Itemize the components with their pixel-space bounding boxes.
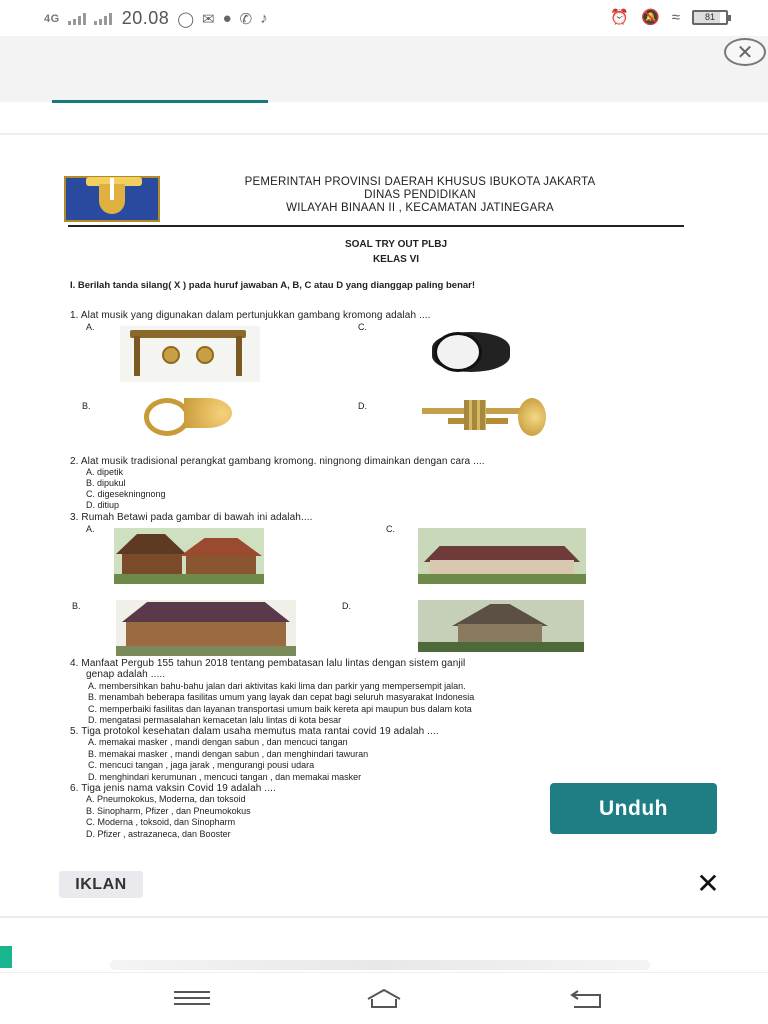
q3-label-a: A. xyxy=(86,524,95,534)
q6-option-c: C. Moderna , toksoid, dan Sinopharm xyxy=(86,817,236,827)
document-title: SOAL TRY OUT PLBJ xyxy=(344,239,448,250)
q4-option-c: C. memperbaiki fasilitas dan layanan transportasi umum baik kereta api maupun bus dalam kota xyxy=(88,704,472,714)
ad-badge: IKLAN xyxy=(59,871,143,898)
drum-image xyxy=(422,328,518,376)
top-toolbar xyxy=(0,36,768,102)
status-right xyxy=(610,8,728,26)
q1-label-d: D. xyxy=(358,401,367,411)
tab-indicator xyxy=(52,100,268,103)
q2-option-a: A. dipetik xyxy=(86,467,124,477)
q1-label-a: A. xyxy=(86,322,95,332)
q4-option-b: B. menambah beberapa fasilitas umum yang layak dan cepat bagi seluruh masyarakat Indonesia xyxy=(88,692,475,702)
q5-option-a: A. memakai masker , mandi dengan sabun , dan mencuci tangan xyxy=(88,737,348,747)
status-left xyxy=(44,8,268,29)
q3-label-c: C. xyxy=(386,524,395,534)
ad-accent-bar xyxy=(0,946,12,968)
horn-image xyxy=(126,394,256,440)
q4-option-d: D. mengatasi permasalahan kemacetan lalu lintas di kota besar xyxy=(88,715,342,725)
gamelan-image xyxy=(120,326,260,382)
q1-label-b: B. xyxy=(82,401,91,411)
signal-2-icon xyxy=(94,13,112,25)
house-image-b xyxy=(116,600,296,656)
q3-label-b: B. xyxy=(72,601,81,611)
q4-option-a: A. membersihkan bahu-bahu jalan dari aktivitas kaki lima dan parkir yang mempersempit jalan. xyxy=(88,681,466,691)
q1-label-c: C. xyxy=(358,322,367,332)
divider xyxy=(0,133,768,135)
question-3: 3. Rumah Betawi pada gambar di bawah ini adalah.... xyxy=(70,512,313,523)
close-icon[interactable]: ✕ xyxy=(724,38,766,66)
house-image-d xyxy=(418,600,584,652)
dki-logo xyxy=(64,176,160,222)
close-ad-icon[interactable]: ✕ xyxy=(696,868,720,899)
document-class: KELAS VI xyxy=(372,254,420,265)
network-type: 4G xyxy=(44,12,60,25)
document-page xyxy=(60,168,700,843)
back-icon[interactable] xyxy=(566,987,606,1011)
q5-option-c: C. mencuci tangan , jaga jarak , mengurangi pousi udara xyxy=(88,760,315,770)
q6-option-b: B. Sinopharm, Pfizer , dan Pneumokokus xyxy=(86,806,251,816)
mail-icon: ✉ xyxy=(202,10,215,28)
home-icon[interactable] xyxy=(364,987,404,1011)
question-6: 6. Tiga jenis nama vaksin Covid 19 adalah .... xyxy=(70,783,276,794)
phone-icon: ✆ xyxy=(239,10,253,28)
status-bar xyxy=(0,0,768,36)
navigation-bar xyxy=(0,972,768,1024)
signal-icon xyxy=(68,13,86,25)
q2-option-b: B. dipukul xyxy=(86,478,126,488)
letterhead xyxy=(160,176,680,215)
letterhead-line-1: PEMERINTAH PROVINSI DAERAH KHUSUS IBUKOTA JAKARTA xyxy=(244,176,596,188)
ad-divider xyxy=(0,916,768,918)
q2-option-d: D. ditiup xyxy=(86,500,120,510)
q6-option-a: A. Pneumokokus, Moderna, dan toksoid xyxy=(86,794,246,804)
house-image-a xyxy=(114,528,264,584)
letterhead-line-3: WILAYAH BINAAN II , KECAMATAN JATINEGARA xyxy=(286,202,554,214)
clock: 20.08 xyxy=(121,8,170,28)
question-1: 1. Alat musik yang digunakan dalam pertunjukkan gambang kromong adalah .... xyxy=(70,310,431,321)
q6-option-d: D. Pfizer , astrazaneca, dan Booster xyxy=(86,829,231,839)
q5-option-b: B. memakai masker , mandi dengan sabun , dan menghindari tawuran xyxy=(88,749,369,759)
question-2: 2. Alat musik tradisional perangkat gambang kromong. ningnong dimainkan dengan cara .... xyxy=(70,456,485,467)
mute-icon: 🔕 xyxy=(641,9,660,26)
monas-icon xyxy=(99,184,125,214)
download-button[interactable]: Unduh xyxy=(550,783,717,834)
letterhead-rule xyxy=(68,225,684,227)
question-4-cont: genap adalah ..... xyxy=(86,669,166,680)
question-5: 5. Tiga protokol kesehatan dalam usaha memutus mata rantai covid 19 adalah .... xyxy=(70,726,439,737)
question-4: 4. Manfaat Pergub 155 tahun 2018 tentang pembatasan lalu lintas dengan sistem ganjil xyxy=(70,658,466,669)
q5-option-d: D. menghindari kerumunan , mencuci tangan , dan memakai masker xyxy=(88,772,362,782)
ad-content[interactable] xyxy=(110,960,650,970)
chat-icon: ● xyxy=(222,10,232,27)
q2-option-c: C. digesekningnong xyxy=(86,489,166,499)
instruction: I. Berilah tanda silang( X ) pada huruf jawaban A, B, C atau D yang dianggap paling benar! xyxy=(70,280,476,291)
letterhead-line-2: DINAS PENDIDIKAN xyxy=(364,189,476,201)
wifi-icon: ≈ xyxy=(671,8,680,26)
house-image-c xyxy=(418,528,586,584)
trumpet-image xyxy=(418,394,550,442)
battery-icon: 81 xyxy=(692,10,728,25)
whatsapp-icon: ◯ xyxy=(177,10,195,28)
tiktok-icon: ♪ xyxy=(260,10,268,27)
q3-label-d: D. xyxy=(342,601,351,611)
alarm-icon: ⏰ xyxy=(610,9,630,26)
recent-apps-icon[interactable] xyxy=(172,987,212,1011)
